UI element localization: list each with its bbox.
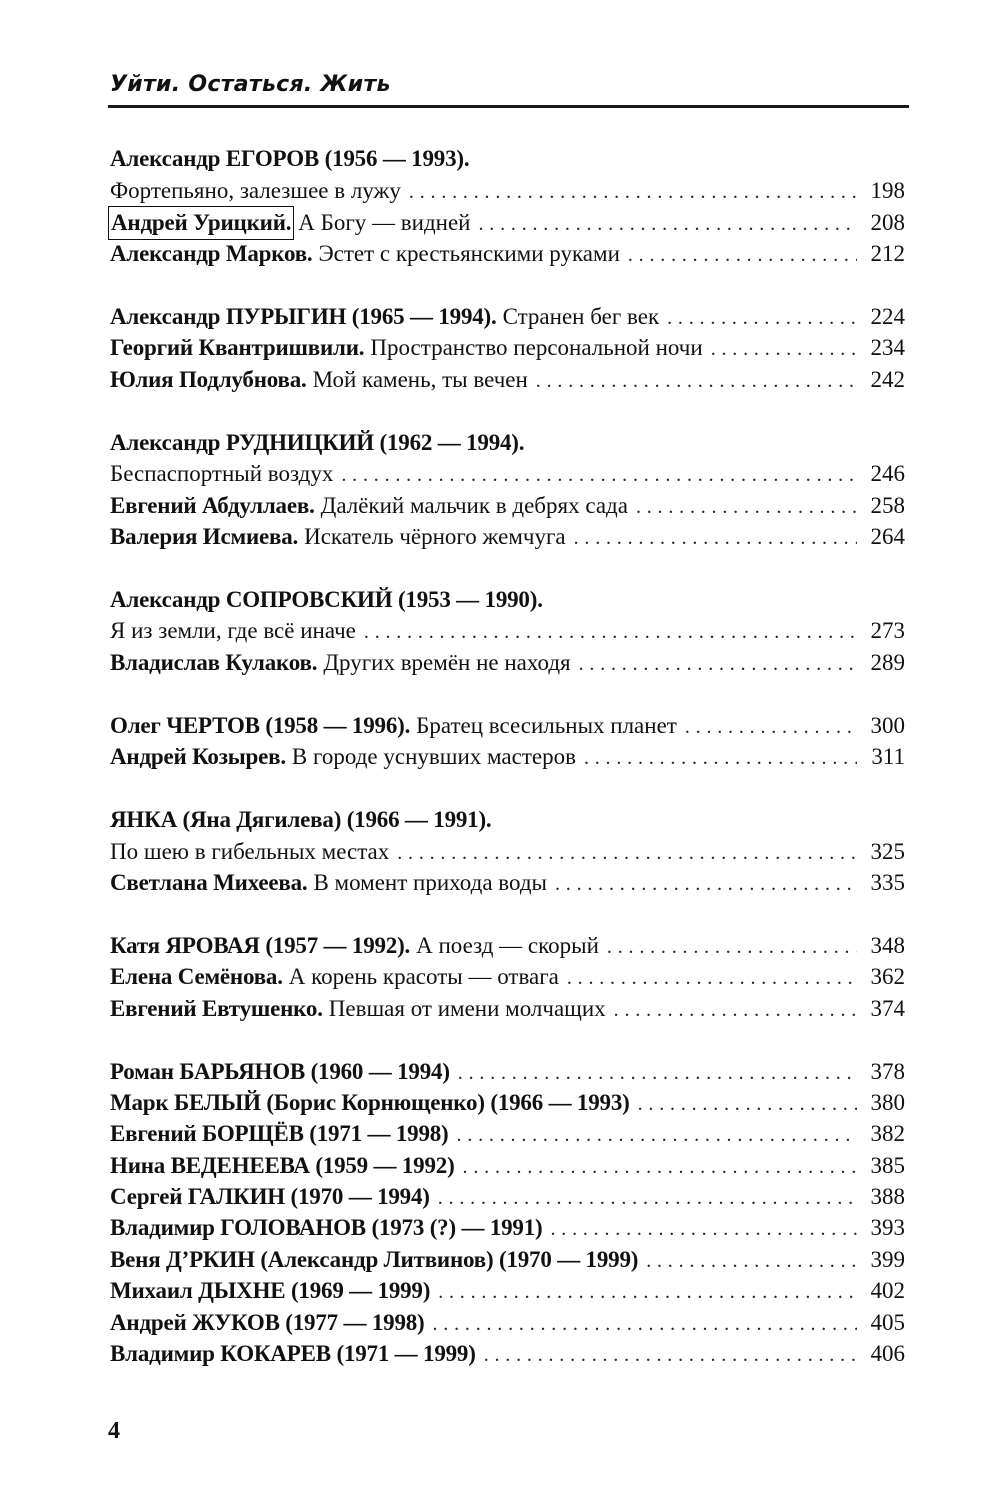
- running-head: Уйти. Остаться. Жить: [110, 72, 391, 97]
- toc-author: Светлана Михеева.: [110, 870, 308, 895]
- toc-page: 224: [870, 304, 905, 329]
- toc-author: Валерия Исмиева.: [110, 524, 299, 549]
- toc-entry: [110, 1119, 905, 1149]
- toc-entry: [110, 1151, 905, 1181]
- toc-author: Александр Марков.: [110, 241, 313, 266]
- toc-title: Фортепьяно, залезшее в лужу: [110, 178, 401, 203]
- toc-page: 380: [870, 1090, 905, 1115]
- toc-title: Искатель чёрного жемчуга: [304, 524, 566, 549]
- toc-entry: [110, 616, 905, 646]
- toc-author: Олег ЧЕРТОВ (1958 — 1996).: [110, 713, 411, 738]
- toc-entry: [110, 994, 905, 1024]
- toc-page: 242: [870, 367, 905, 392]
- toc-leader: [433, 1309, 858, 1339]
- toc-page: 234: [870, 335, 905, 360]
- toc-author: Елена Семёнова.: [110, 964, 283, 989]
- toc-page: 325: [870, 839, 905, 864]
- toc-entry: [110, 176, 905, 206]
- toc-leader: [438, 1277, 857, 1307]
- toc-author: Георгий Квантришвили.: [110, 335, 365, 360]
- toc-author: Владимир КОКАРЕВ (1971 — 1999): [110, 1341, 476, 1366]
- toc-author: Сергей ГАЛКИН (1970 — 1994): [110, 1184, 430, 1209]
- toc-leader: [438, 1183, 857, 1213]
- toc-title: Беспаспортный воздух: [110, 461, 334, 486]
- toc-page: 208: [870, 210, 905, 235]
- toc-entry: [110, 805, 905, 835]
- toc-author: Евгений Абдуллаев.: [110, 493, 315, 518]
- toc-leader: [364, 617, 857, 647]
- toc-entry: [110, 1276, 905, 1306]
- toc-page: 393: [870, 1215, 905, 1240]
- toc-leader: [667, 303, 857, 333]
- toc-page: 402: [870, 1278, 905, 1303]
- toc-entry: [110, 648, 905, 678]
- toc-leader: [614, 995, 857, 1025]
- toc-leader: [574, 523, 857, 553]
- toc-entry: [110, 1308, 905, 1338]
- toc-entry: [110, 333, 905, 363]
- toc-author: Андрей ЖУКОВ (1977 — 1998): [110, 1310, 425, 1335]
- toc-entry: [110, 962, 905, 992]
- toc-leader: [628, 240, 857, 270]
- toc-entry: [110, 931, 905, 961]
- toc-entry: [110, 711, 905, 741]
- toc-entry: [110, 208, 905, 238]
- toc-title: Братец всесильных планет: [416, 713, 677, 738]
- toc-author: Роман БАРЬЯНОВ (1960 — 1994): [110, 1059, 450, 1084]
- toc-leader: [463, 1152, 857, 1182]
- toc-page: 198: [870, 178, 905, 203]
- toc-page: 212: [870, 241, 905, 266]
- toc-author: Веня Д’РКИН (Александр Литвинов) (1970 — 1999): [110, 1247, 639, 1272]
- toc-page: 388: [870, 1184, 905, 1209]
- toc-entry: [110, 868, 905, 898]
- toc-entry: [110, 365, 905, 395]
- toc-page: 399: [870, 1247, 905, 1272]
- toc-leader: [607, 932, 857, 962]
- toc-entry: [110, 1339, 905, 1369]
- toc-page: 264: [870, 524, 905, 549]
- toc-entry: [110, 302, 905, 332]
- toc-author: Андрей Козырев.: [110, 744, 286, 769]
- toc-author: ЯНКА (Яна Дягилева) (1966 — 1991).: [110, 807, 492, 832]
- toc-leader: [341, 460, 857, 490]
- toc-entry: [110, 1088, 905, 1118]
- toc-author: Катя ЯРОВАЯ (1957 — 1992).: [110, 933, 411, 958]
- toc-page: 385: [870, 1153, 905, 1178]
- toc-title: А поезд — скорый: [416, 933, 599, 958]
- toc-entry: [110, 837, 905, 867]
- toc-entry: [110, 144, 905, 174]
- toc-author: Владислав Кулаков.: [110, 650, 318, 675]
- toc-title: А Богу — видней: [298, 210, 471, 235]
- toc-title: Эстет с крестьянскими руками: [318, 241, 620, 266]
- toc-page: 382: [870, 1121, 905, 1146]
- toc-page: 258: [870, 493, 905, 518]
- toc-author: Александр ЕГОРОВ (1956 — 1993).: [110, 146, 470, 171]
- toc-author: Владимир ГОЛОВАНОВ (1973 (?) — 1991): [110, 1215, 543, 1240]
- toc-leader: [579, 649, 857, 679]
- toc-leader: [409, 177, 857, 207]
- toc-leader: [484, 1340, 857, 1370]
- toc-page: 289: [870, 650, 905, 675]
- toc-leader: [685, 712, 857, 742]
- toc-leader: [397, 838, 857, 868]
- toc-author: Михаил ДЫХНЕ (1969 — 1999): [110, 1278, 431, 1303]
- toc-author: Нина ВЕДЕНЕЕВА (1959 — 1992): [110, 1153, 455, 1178]
- toc-entry: [110, 522, 905, 552]
- toc-title: Мой камень, ты вечен: [312, 367, 528, 392]
- toc-title: Далёкий мальчик в дебрях сада: [320, 493, 628, 518]
- toc-page: 300: [870, 713, 905, 738]
- toc-leader: [458, 1058, 857, 1088]
- toc-entry: [110, 1182, 905, 1212]
- toc-author-highlighted: Андрей Урицкий.: [110, 208, 292, 238]
- toc-page: 405: [870, 1310, 905, 1335]
- toc-author: Александр РУДНИЦКИЙ (1962 — 1994).: [110, 430, 525, 455]
- toc-entry: [110, 585, 905, 615]
- toc-entry: [110, 428, 905, 458]
- toc-page: 348: [870, 933, 905, 958]
- toc-leader: [457, 1120, 857, 1150]
- toc-leader: [555, 869, 857, 899]
- toc-entry: [110, 459, 905, 489]
- toc-title: Пространство персональной ночи: [370, 335, 703, 360]
- toc-author: Александр ПУРЫГИН (1965 — 1994).: [110, 304, 497, 329]
- toc-leader: [646, 1246, 857, 1276]
- toc-author: Александр СОПРОВСКИЙ (1953 — 1990).: [110, 587, 543, 612]
- toc-page: 246: [870, 461, 905, 486]
- toc-page: 378: [870, 1059, 905, 1084]
- toc-page: 273: [870, 618, 905, 643]
- toc-leader: [479, 209, 858, 239]
- toc-leader: [536, 366, 857, 396]
- toc-entry: [110, 1057, 905, 1087]
- toc-entry: [110, 491, 905, 521]
- toc-entry: [110, 742, 905, 772]
- toc-page: 311: [871, 744, 905, 769]
- toc-title: Других времён не находя: [323, 650, 571, 675]
- toc-leader: [567, 963, 857, 993]
- toc-page: 406: [870, 1341, 905, 1366]
- toc-leader: [550, 1214, 857, 1244]
- toc-leader: [638, 1089, 857, 1119]
- toc-author: Юлия Подлубнова.: [110, 367, 307, 392]
- toc-author: Евгений БОРЩЁВ (1971 — 1998): [110, 1121, 449, 1146]
- toc-leader: [711, 334, 857, 364]
- toc-title: В городе уснувших мастеров: [291, 744, 576, 769]
- toc-page: 335: [870, 870, 905, 895]
- toc-title: Я из земли, где всё иначе: [110, 618, 356, 643]
- toc-leader: [636, 492, 857, 522]
- toc-title: А корень красоты — отвага: [288, 964, 559, 989]
- toc-entry: [110, 1245, 905, 1275]
- page-number: 4: [108, 1418, 120, 1444]
- toc-entry: [110, 1213, 905, 1243]
- toc-leader: [584, 743, 857, 773]
- toc-title: Странен бег век: [502, 304, 660, 329]
- toc-author: Марк БЕЛЫЙ (Борис Корнющенко) (1966 — 1993): [110, 1090, 630, 1115]
- toc-title: По шею в гибельных местах: [110, 839, 390, 864]
- toc-page: 374: [870, 996, 905, 1021]
- toc-title: Певшая от имени молчащих: [328, 996, 606, 1021]
- toc-page: 362: [870, 964, 905, 989]
- toc-author: Евгений Евтушенко.: [110, 996, 323, 1021]
- toc-title: В момент прихода воды: [313, 870, 547, 895]
- toc-entry: [110, 239, 905, 269]
